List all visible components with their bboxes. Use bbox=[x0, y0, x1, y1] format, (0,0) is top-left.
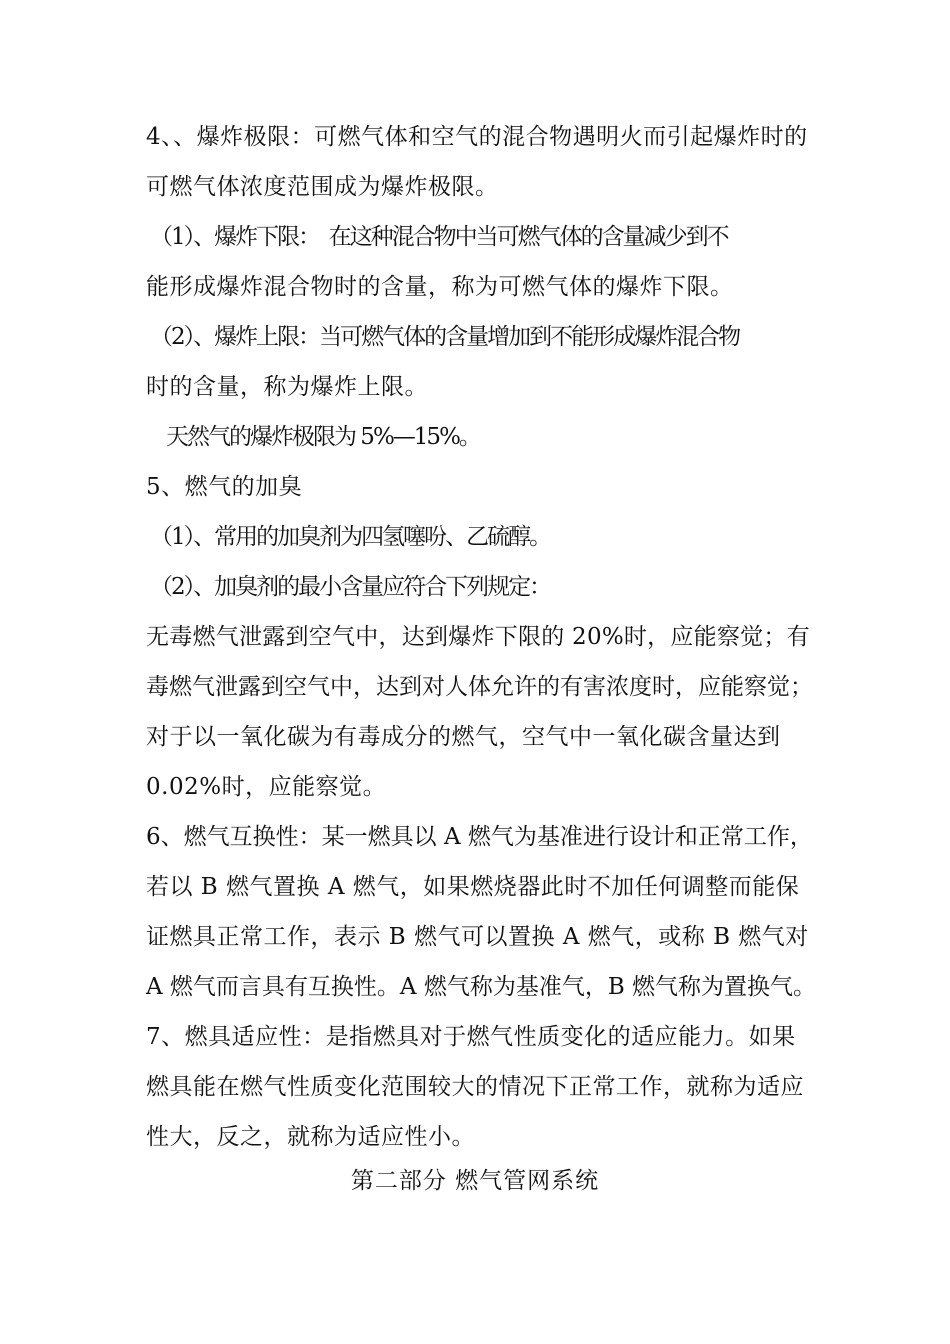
paragraph-line-min-content: （2）、加臭剂的最小含量应符合下列规定： bbox=[150, 574, 551, 600]
paragraph-line-adaptability: 7、燃具适应性：是指燃具对于燃气性质变化的适应能力。如果 bbox=[146, 1024, 796, 1050]
paragraph-line: 可燃气体浓度范围成为爆炸极限。 bbox=[146, 174, 499, 200]
paragraph-line-odorant: （1）、常用的加臭剂为四氢噻吩、乙硫醇。 bbox=[150, 524, 551, 550]
paragraph-line: 对于以一氧化碳为有毒成分的燃气，空气中一氧化碳含量达到 bbox=[146, 724, 781, 750]
paragraph-line: 时的含量，称为爆炸上限。 bbox=[146, 374, 428, 400]
paragraph-line: 证燃具正常工作，表示 B 燃气可以置换 A 燃气，或称 B 燃气对 bbox=[146, 924, 809, 950]
paragraph-line: 0.02%时，应能察觉。 bbox=[146, 774, 387, 800]
paragraph-line-natural-gas-limit: 天然气的爆炸极限为 5%—15%。 bbox=[166, 424, 480, 450]
paragraph-line: 若以 B 燃气置换 A 燃气，如果燃烧器此时不加任何调整而能保 bbox=[146, 874, 800, 900]
paragraph-line: 毒燃气泄露到空气中，达到对人体允许的有害浓度时，应能察觉； bbox=[146, 674, 813, 700]
paragraph-line-odorization: 5、燃气的加臭 bbox=[146, 474, 303, 500]
paragraph-line-upper-limit: （2）、爆炸上限：当可燃气体的含量增加到不能形成爆炸混合物 bbox=[150, 324, 740, 350]
paragraph-line-explosion-limit: 4、、爆炸极限：可燃气体和空气的混合物遇明火而引起爆炸时的 bbox=[146, 124, 808, 150]
section-heading: 第二部分 燃气管网系统 bbox=[350, 1168, 600, 1194]
paragraph-line: 性大，反之，就称为适应性小。 bbox=[146, 1124, 475, 1150]
paragraph-line: A 燃气而言具有互换性。A 燃气称为基准气，B 燃气称为置换气。 bbox=[146, 974, 817, 1000]
paragraph-line-interchangeability: 6、燃气互换性：某一燃具以 A 燃气为基准进行设计和正常工作， bbox=[146, 824, 813, 850]
paragraph-line: 无毒燃气泄露到空气中，达到爆炸下限的 20%时，应能察觉；有 bbox=[146, 624, 810, 650]
paragraph-line: 能形成爆炸混合物时的含量，称为可燃气体的爆炸下限。 bbox=[146, 274, 734, 300]
paragraph-line: 燃具能在燃气性质变化范围较大的情况下正常工作，就称为适应 bbox=[146, 1074, 804, 1100]
paragraph-line-lower-limit: （1）、爆炸下限： 在这种混合物中当可燃气体的含量减少到不 bbox=[150, 224, 728, 250]
